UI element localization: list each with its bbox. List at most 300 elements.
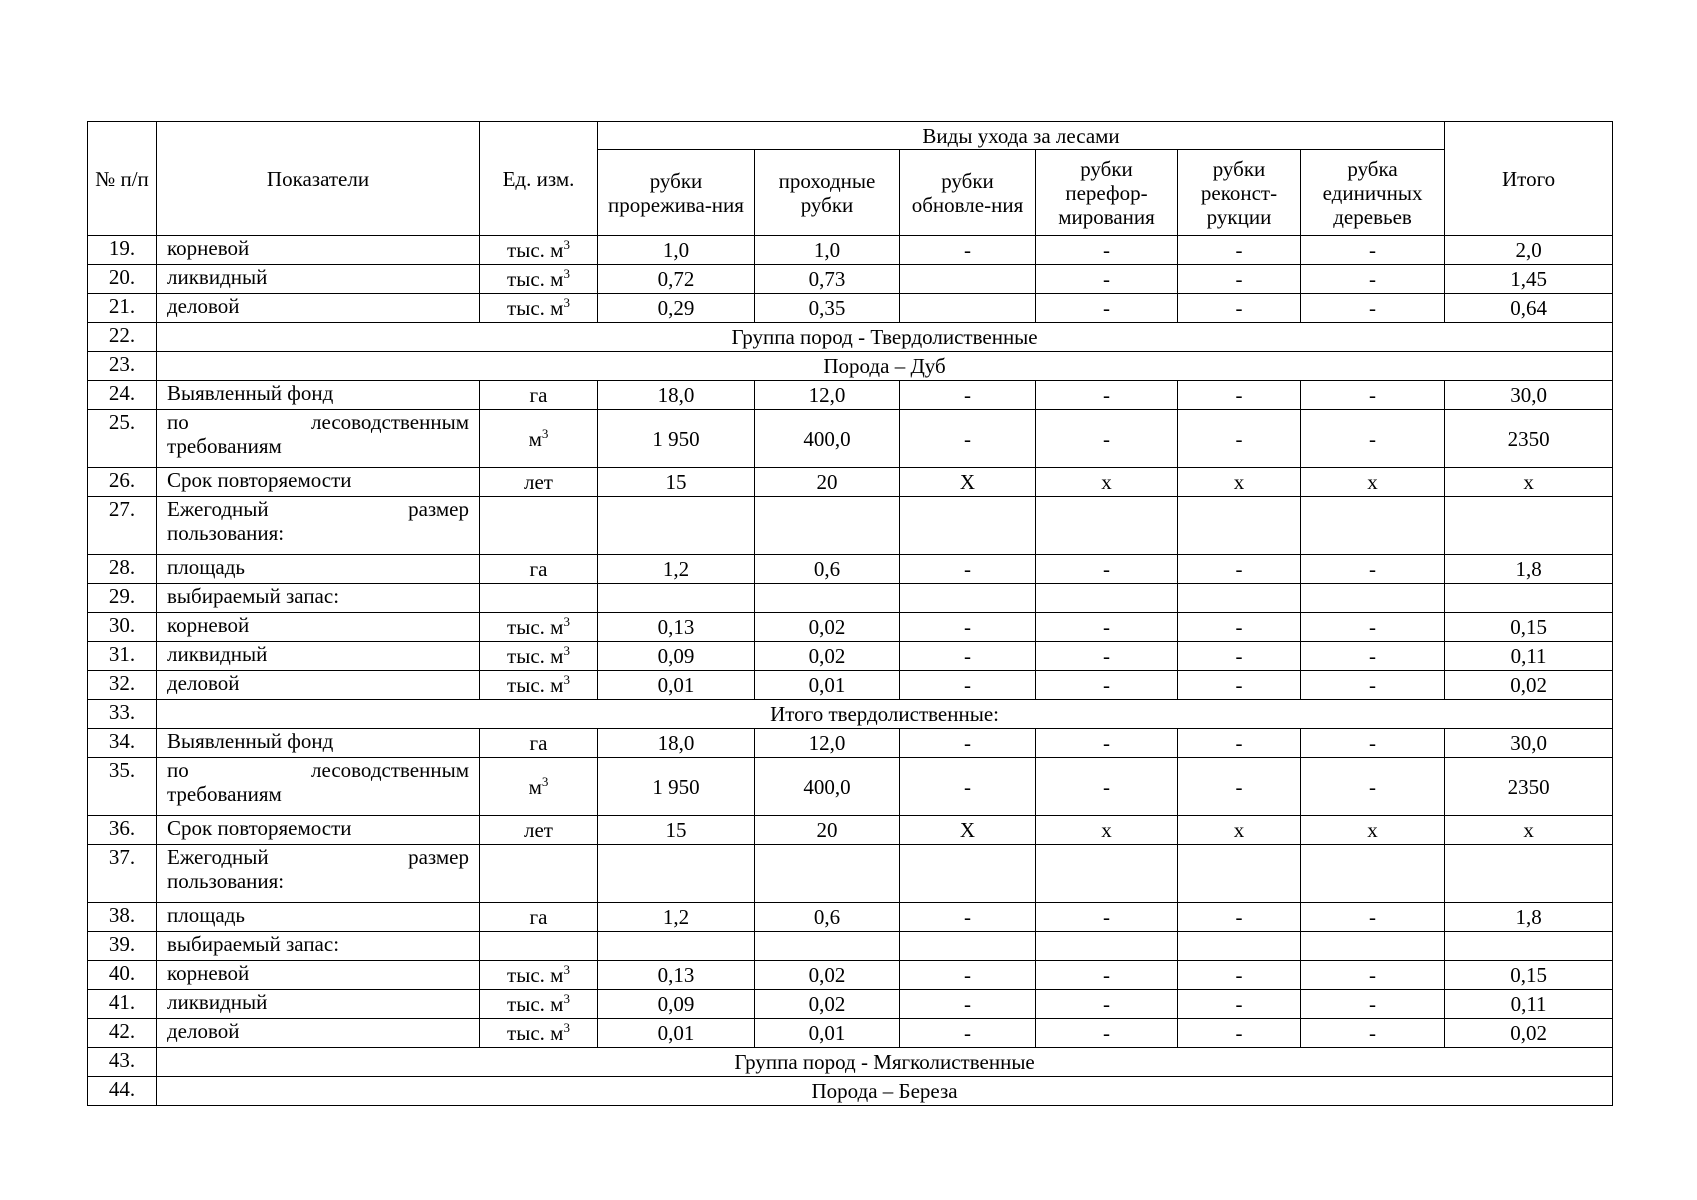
value-cell: 20 <box>755 816 900 845</box>
value-cell: - <box>900 671 1036 700</box>
value-cell: - <box>900 236 1036 265</box>
value-cell: - <box>1178 671 1301 700</box>
total-cell: 1,45 <box>1445 265 1613 294</box>
unit-text: м <box>528 774 542 799</box>
value-cell: - <box>900 1019 1036 1048</box>
total-cell: 30,0 <box>1445 729 1613 758</box>
table-body <box>88 236 1613 1106</box>
table-row <box>88 236 1613 265</box>
indicator-label: корневой <box>157 613 480 642</box>
section-title: Группа пород - Мягколиственные <box>157 1048 1613 1077</box>
header-col-thinning: рубки прорежива-ния <box>598 150 755 236</box>
unit-cell <box>480 729 598 758</box>
indicator-label: ликвидный <box>157 990 480 1019</box>
value-cell: - <box>900 642 1036 671</box>
value-cell: 1,0 <box>598 236 755 265</box>
unit-text: лет <box>524 470 553 494</box>
value-cell: - <box>1301 613 1445 642</box>
table-header <box>88 122 1613 236</box>
value-cell: - <box>1301 294 1445 323</box>
table-row <box>88 729 1613 758</box>
value-cell: - <box>1178 236 1301 265</box>
value-cell <box>755 497 900 555</box>
header-care-types: Виды ухода за лесами <box>598 122 1445 150</box>
value-cell: - <box>1036 236 1178 265</box>
value-cell: - <box>1301 990 1445 1019</box>
value-cell: - <box>1178 555 1301 584</box>
indicator-label-line1 <box>167 410 469 434</box>
row-number: 28. <box>88 555 157 584</box>
unit-cell <box>480 294 598 323</box>
value-cell: 0,01 <box>598 671 755 700</box>
value-cell: - <box>900 381 1036 410</box>
total-cell <box>1445 845 1613 903</box>
value-cell: Х <box>900 816 1036 845</box>
section-title: Итого твердолиственные: <box>157 700 1613 729</box>
unit-text: га <box>529 383 548 407</box>
section-title: Порода – Береза <box>157 1077 1613 1106</box>
unit-text: тыс. м <box>507 267 564 291</box>
unit-exponent: 3 <box>563 962 570 977</box>
value-cell: х <box>1301 816 1445 845</box>
value-cell <box>1178 584 1301 613</box>
row-number: 43. <box>88 1048 157 1077</box>
total-cell: 2,0 <box>1445 236 1613 265</box>
value-cell: 12,0 <box>755 729 900 758</box>
row-number: 40. <box>88 961 157 990</box>
value-cell: - <box>1301 671 1445 700</box>
value-cell: - <box>1036 410 1178 468</box>
value-cell: 0,01 <box>755 671 900 700</box>
value-cell: 0,13 <box>598 613 755 642</box>
value-cell: 0,13 <box>598 961 755 990</box>
total-cell <box>1445 932 1613 961</box>
value-cell <box>1036 497 1178 555</box>
indicator-label: площадь <box>157 903 480 932</box>
indicator-label-line2: пользования: <box>167 521 285 545</box>
value-cell: - <box>1301 381 1445 410</box>
value-cell: 1 950 <box>598 410 755 468</box>
unit-text: тыс. м <box>507 963 564 987</box>
table-row <box>88 932 1613 961</box>
indicator-label <box>157 758 480 816</box>
indicator-label: Выявленный фонд <box>157 729 480 758</box>
value-cell <box>755 932 900 961</box>
row-number: 32. <box>88 671 157 700</box>
value-cell: - <box>1301 265 1445 294</box>
unit-cell <box>480 584 598 613</box>
unit-exponent: 3 <box>541 773 549 789</box>
value-cell: 18,0 <box>598 729 755 758</box>
total-cell: 1,8 <box>1445 555 1613 584</box>
unit-exponent: 3 <box>563 266 570 281</box>
table-row <box>88 294 1613 323</box>
indicator-label: деловой <box>157 671 480 700</box>
indicator-label-line1 <box>167 845 469 869</box>
indicator-label-line2: пользования: <box>167 869 285 893</box>
value-cell: 15 <box>598 816 755 845</box>
table-row <box>88 265 1613 294</box>
table-row <box>88 642 1613 671</box>
unit-cell <box>480 671 598 700</box>
value-cell: - <box>900 903 1036 932</box>
indicator-label: выбираемый запас: <box>157 584 480 613</box>
value-cell <box>1036 584 1178 613</box>
value-cell: - <box>1036 671 1178 700</box>
value-cell: - <box>1036 903 1178 932</box>
value-cell: - <box>1178 729 1301 758</box>
row-number: 44. <box>88 1077 157 1106</box>
forest-care-table <box>87 121 1613 1106</box>
value-cell: - <box>1301 236 1445 265</box>
unit-text: тыс. м <box>507 615 564 639</box>
value-cell: - <box>1178 613 1301 642</box>
row-number: 42. <box>88 1019 157 1048</box>
value-cell <box>598 845 755 903</box>
total-cell: 0,11 <box>1445 642 1613 671</box>
indicator-label: ликвидный <box>157 265 480 294</box>
row-number: 27. <box>88 497 157 555</box>
label-word: размер <box>408 845 469 869</box>
value-cell: х <box>1178 468 1301 497</box>
table-row <box>88 584 1613 613</box>
unit-text: тыс. м <box>507 992 564 1016</box>
indicator-label: ликвидный <box>157 642 480 671</box>
total-cell: 0,02 <box>1445 1019 1613 1048</box>
value-cell: - <box>1301 555 1445 584</box>
value-cell: 400,0 <box>755 410 900 468</box>
value-cell: - <box>1036 613 1178 642</box>
value-cell: - <box>1301 410 1445 468</box>
unit-cell <box>480 990 598 1019</box>
value-cell: - <box>1178 990 1301 1019</box>
value-cell: - <box>900 990 1036 1019</box>
value-cell <box>900 497 1036 555</box>
row-number: 23. <box>88 352 157 381</box>
total-cell: х <box>1445 816 1613 845</box>
value-cell: - <box>1036 294 1178 323</box>
label-word: лесоводственным <box>311 410 469 434</box>
unit-exponent: 3 <box>563 1020 570 1035</box>
value-cell: 1,2 <box>598 555 755 584</box>
table-row <box>88 903 1613 932</box>
value-cell: 1,2 <box>598 903 755 932</box>
header-col-renewal: рубки обновле-ния <box>900 150 1036 236</box>
value-cell: - <box>1178 961 1301 990</box>
unit-exponent: 3 <box>563 672 570 687</box>
header-col-reformation: рубки перефор-мирования <box>1036 150 1178 236</box>
value-cell: - <box>1036 642 1178 671</box>
row-number: 19. <box>88 236 157 265</box>
header-num: № п/п <box>88 122 157 236</box>
label-word: по <box>167 758 189 782</box>
value-cell: - <box>900 729 1036 758</box>
indicator-label <box>157 410 480 468</box>
value-cell <box>900 932 1036 961</box>
value-cell: 0,6 <box>755 555 900 584</box>
unit-exponent: 3 <box>563 237 570 252</box>
value-cell: 1,0 <box>755 236 900 265</box>
section-row <box>88 1077 1613 1106</box>
row-number: 35. <box>88 758 157 816</box>
value-cell: х <box>1036 816 1178 845</box>
unit-cell <box>480 932 598 961</box>
unit-cell <box>480 265 598 294</box>
table-row <box>88 497 1613 555</box>
value-cell: - <box>1036 1019 1178 1048</box>
indicator-label: деловой <box>157 1019 480 1048</box>
value-cell: - <box>1178 642 1301 671</box>
row-number: 30. <box>88 613 157 642</box>
value-cell: - <box>1178 381 1301 410</box>
value-cell: 1 950 <box>598 758 755 816</box>
value-cell: 0,02 <box>755 990 900 1019</box>
header-indicator: Показатели <box>157 122 480 236</box>
row-number: 37. <box>88 845 157 903</box>
row-number: 20. <box>88 265 157 294</box>
unit-exponent: 3 <box>563 643 570 658</box>
value-cell <box>1036 845 1178 903</box>
unit-cell <box>480 236 598 265</box>
value-cell: - <box>900 410 1036 468</box>
value-cell: - <box>900 758 1036 816</box>
table-row <box>88 845 1613 903</box>
value-cell: - <box>1178 1019 1301 1048</box>
row-number: 26. <box>88 468 157 497</box>
unit-exponent: 3 <box>541 425 549 441</box>
total-cell: х <box>1445 468 1613 497</box>
indicator-label: выбираемый запас: <box>157 932 480 961</box>
value-cell: 0,01 <box>755 1019 900 1048</box>
value-cell: - <box>1301 729 1445 758</box>
unit-exponent: 3 <box>563 614 570 629</box>
table-row <box>88 468 1613 497</box>
unit-cell <box>480 497 598 555</box>
unit-cell <box>480 381 598 410</box>
total-cell: 2350 <box>1445 410 1613 468</box>
indicator-label: Выявленный фонд <box>157 381 480 410</box>
value-cell: 0,01 <box>598 1019 755 1048</box>
value-cell: 0,09 <box>598 990 755 1019</box>
value-cell: Х <box>900 468 1036 497</box>
indicator-label <box>157 845 480 903</box>
total-cell: 0,02 <box>1445 671 1613 700</box>
section-title: Группа пород - Твердолиственные <box>157 323 1613 352</box>
header-col-reconstruction: рубки реконст-рукции <box>1178 150 1301 236</box>
value-cell <box>598 932 755 961</box>
unit-cell <box>480 961 598 990</box>
total-cell: 0,15 <box>1445 961 1613 990</box>
header-col-single-trees: рубка единичных деревьев <box>1301 150 1445 236</box>
value-cell: - <box>1036 758 1178 816</box>
unit-text: га <box>529 557 548 581</box>
unit-cell <box>480 845 598 903</box>
value-cell <box>755 845 900 903</box>
value-cell <box>1178 932 1301 961</box>
value-cell: - <box>1178 294 1301 323</box>
label-word: лесоводственным <box>311 758 469 782</box>
total-cell: 30,0 <box>1445 381 1613 410</box>
value-cell: 0,02 <box>755 961 900 990</box>
value-cell: - <box>1178 410 1301 468</box>
total-cell: 1,8 <box>1445 903 1613 932</box>
total-cell: 0,15 <box>1445 613 1613 642</box>
value-cell: 18,0 <box>598 381 755 410</box>
table-row <box>88 961 1613 990</box>
unit-text: тыс. м <box>507 296 564 320</box>
value-cell: 0,02 <box>755 613 900 642</box>
unit-cell <box>480 613 598 642</box>
value-cell: 0,72 <box>598 265 755 294</box>
value-cell <box>1301 497 1445 555</box>
value-cell: х <box>1036 468 1178 497</box>
indicator-label: Срок повторяемости <box>157 816 480 845</box>
value-cell: - <box>1036 555 1178 584</box>
unit-cell <box>480 555 598 584</box>
indicator-label: корневой <box>157 236 480 265</box>
total-cell: 2350 <box>1445 758 1613 816</box>
indicator-label-line2: требованиям <box>167 434 282 458</box>
table-row <box>88 816 1613 845</box>
section-row <box>88 700 1613 729</box>
table-row <box>88 555 1613 584</box>
total-cell: 0,11 <box>1445 990 1613 1019</box>
table-row <box>88 671 1613 700</box>
value-cell <box>598 497 755 555</box>
unit-text: тыс. м <box>507 673 564 697</box>
unit-text: га <box>529 905 548 929</box>
label-word: Ежегодный <box>167 845 269 869</box>
value-cell: 15 <box>598 468 755 497</box>
indicator-label: Срок повторяемости <box>157 468 480 497</box>
value-cell <box>1301 932 1445 961</box>
unit-cell <box>480 758 598 816</box>
unit-text: м <box>528 426 542 451</box>
value-cell: х <box>1178 816 1301 845</box>
value-cell: - <box>1036 961 1178 990</box>
indicator-label-line1 <box>167 497 469 521</box>
value-cell: 0,09 <box>598 642 755 671</box>
unit-exponent: 3 <box>563 295 570 310</box>
section-row <box>88 323 1613 352</box>
value-cell: - <box>1178 758 1301 816</box>
value-cell <box>900 845 1036 903</box>
unit-text: тыс. м <box>507 1021 564 1045</box>
label-word: по <box>167 410 189 434</box>
value-cell: - <box>1301 642 1445 671</box>
value-cell: - <box>900 613 1036 642</box>
unit-cell <box>480 816 598 845</box>
value-cell: - <box>1301 961 1445 990</box>
value-cell <box>900 294 1036 323</box>
row-number: 24. <box>88 381 157 410</box>
unit-cell <box>480 1019 598 1048</box>
row-number: 39. <box>88 932 157 961</box>
row-number: 21. <box>88 294 157 323</box>
value-cell: х <box>1301 468 1445 497</box>
total-cell <box>1445 584 1613 613</box>
value-cell <box>598 584 755 613</box>
indicator-label-line1 <box>167 758 469 782</box>
indicator-label <box>157 497 480 555</box>
value-cell <box>1178 497 1301 555</box>
value-cell: 0,02 <box>755 642 900 671</box>
total-cell <box>1445 497 1613 555</box>
header-total: Итого <box>1445 122 1613 236</box>
value-cell: - <box>1036 990 1178 1019</box>
value-cell: - <box>1036 381 1178 410</box>
value-cell: 400,0 <box>755 758 900 816</box>
row-number: 33. <box>88 700 157 729</box>
section-title: Порода – Дуб <box>157 352 1613 381</box>
value-cell: - <box>1036 265 1178 294</box>
unit-text: тыс. м <box>507 238 564 262</box>
indicator-label: корневой <box>157 961 480 990</box>
total-cell: 0,64 <box>1445 294 1613 323</box>
value-cell <box>900 584 1036 613</box>
value-cell: - <box>1178 903 1301 932</box>
unit-cell <box>480 903 598 932</box>
value-cell: 0,35 <box>755 294 900 323</box>
unit-exponent: 3 <box>563 991 570 1006</box>
header-unit: Ед. изм. <box>480 122 598 236</box>
value-cell: - <box>1301 903 1445 932</box>
row-number: 31. <box>88 642 157 671</box>
label-word: Ежегодный <box>167 497 269 521</box>
row-number: 36. <box>88 816 157 845</box>
row-number: 41. <box>88 990 157 1019</box>
row-number: 22. <box>88 323 157 352</box>
table-row <box>88 1019 1613 1048</box>
table-row <box>88 990 1613 1019</box>
value-cell: 12,0 <box>755 381 900 410</box>
value-cell: 0,6 <box>755 903 900 932</box>
section-row <box>88 352 1613 381</box>
unit-text: тыс. м <box>507 644 564 668</box>
table-row <box>88 613 1613 642</box>
value-cell: - <box>1301 1019 1445 1048</box>
value-cell <box>900 265 1036 294</box>
table-row <box>88 410 1613 468</box>
value-cell <box>1301 845 1445 903</box>
value-cell <box>1301 584 1445 613</box>
row-number: 25. <box>88 410 157 468</box>
value-cell: - <box>900 961 1036 990</box>
indicator-label-line2: требованиям <box>167 782 282 806</box>
indicator-label: площадь <box>157 555 480 584</box>
value-cell <box>755 584 900 613</box>
indicator-label: деловой <box>157 294 480 323</box>
table-row <box>88 758 1613 816</box>
value-cell: - <box>1178 265 1301 294</box>
unit-cell <box>480 468 598 497</box>
value-cell: 0,73 <box>755 265 900 294</box>
value-cell <box>1178 845 1301 903</box>
unit-cell <box>480 410 598 468</box>
row-number: 38. <box>88 903 157 932</box>
value-cell: - <box>1036 729 1178 758</box>
row-number: 29. <box>88 584 157 613</box>
header-col-passing: проходные рубки <box>755 150 900 236</box>
value-cell: - <box>1301 758 1445 816</box>
value-cell: 0,29 <box>598 294 755 323</box>
unit-text: га <box>529 731 548 755</box>
row-number: 34. <box>88 729 157 758</box>
value-cell: - <box>900 555 1036 584</box>
label-word: размер <box>408 497 469 521</box>
unit-cell <box>480 642 598 671</box>
value-cell: 20 <box>755 468 900 497</box>
